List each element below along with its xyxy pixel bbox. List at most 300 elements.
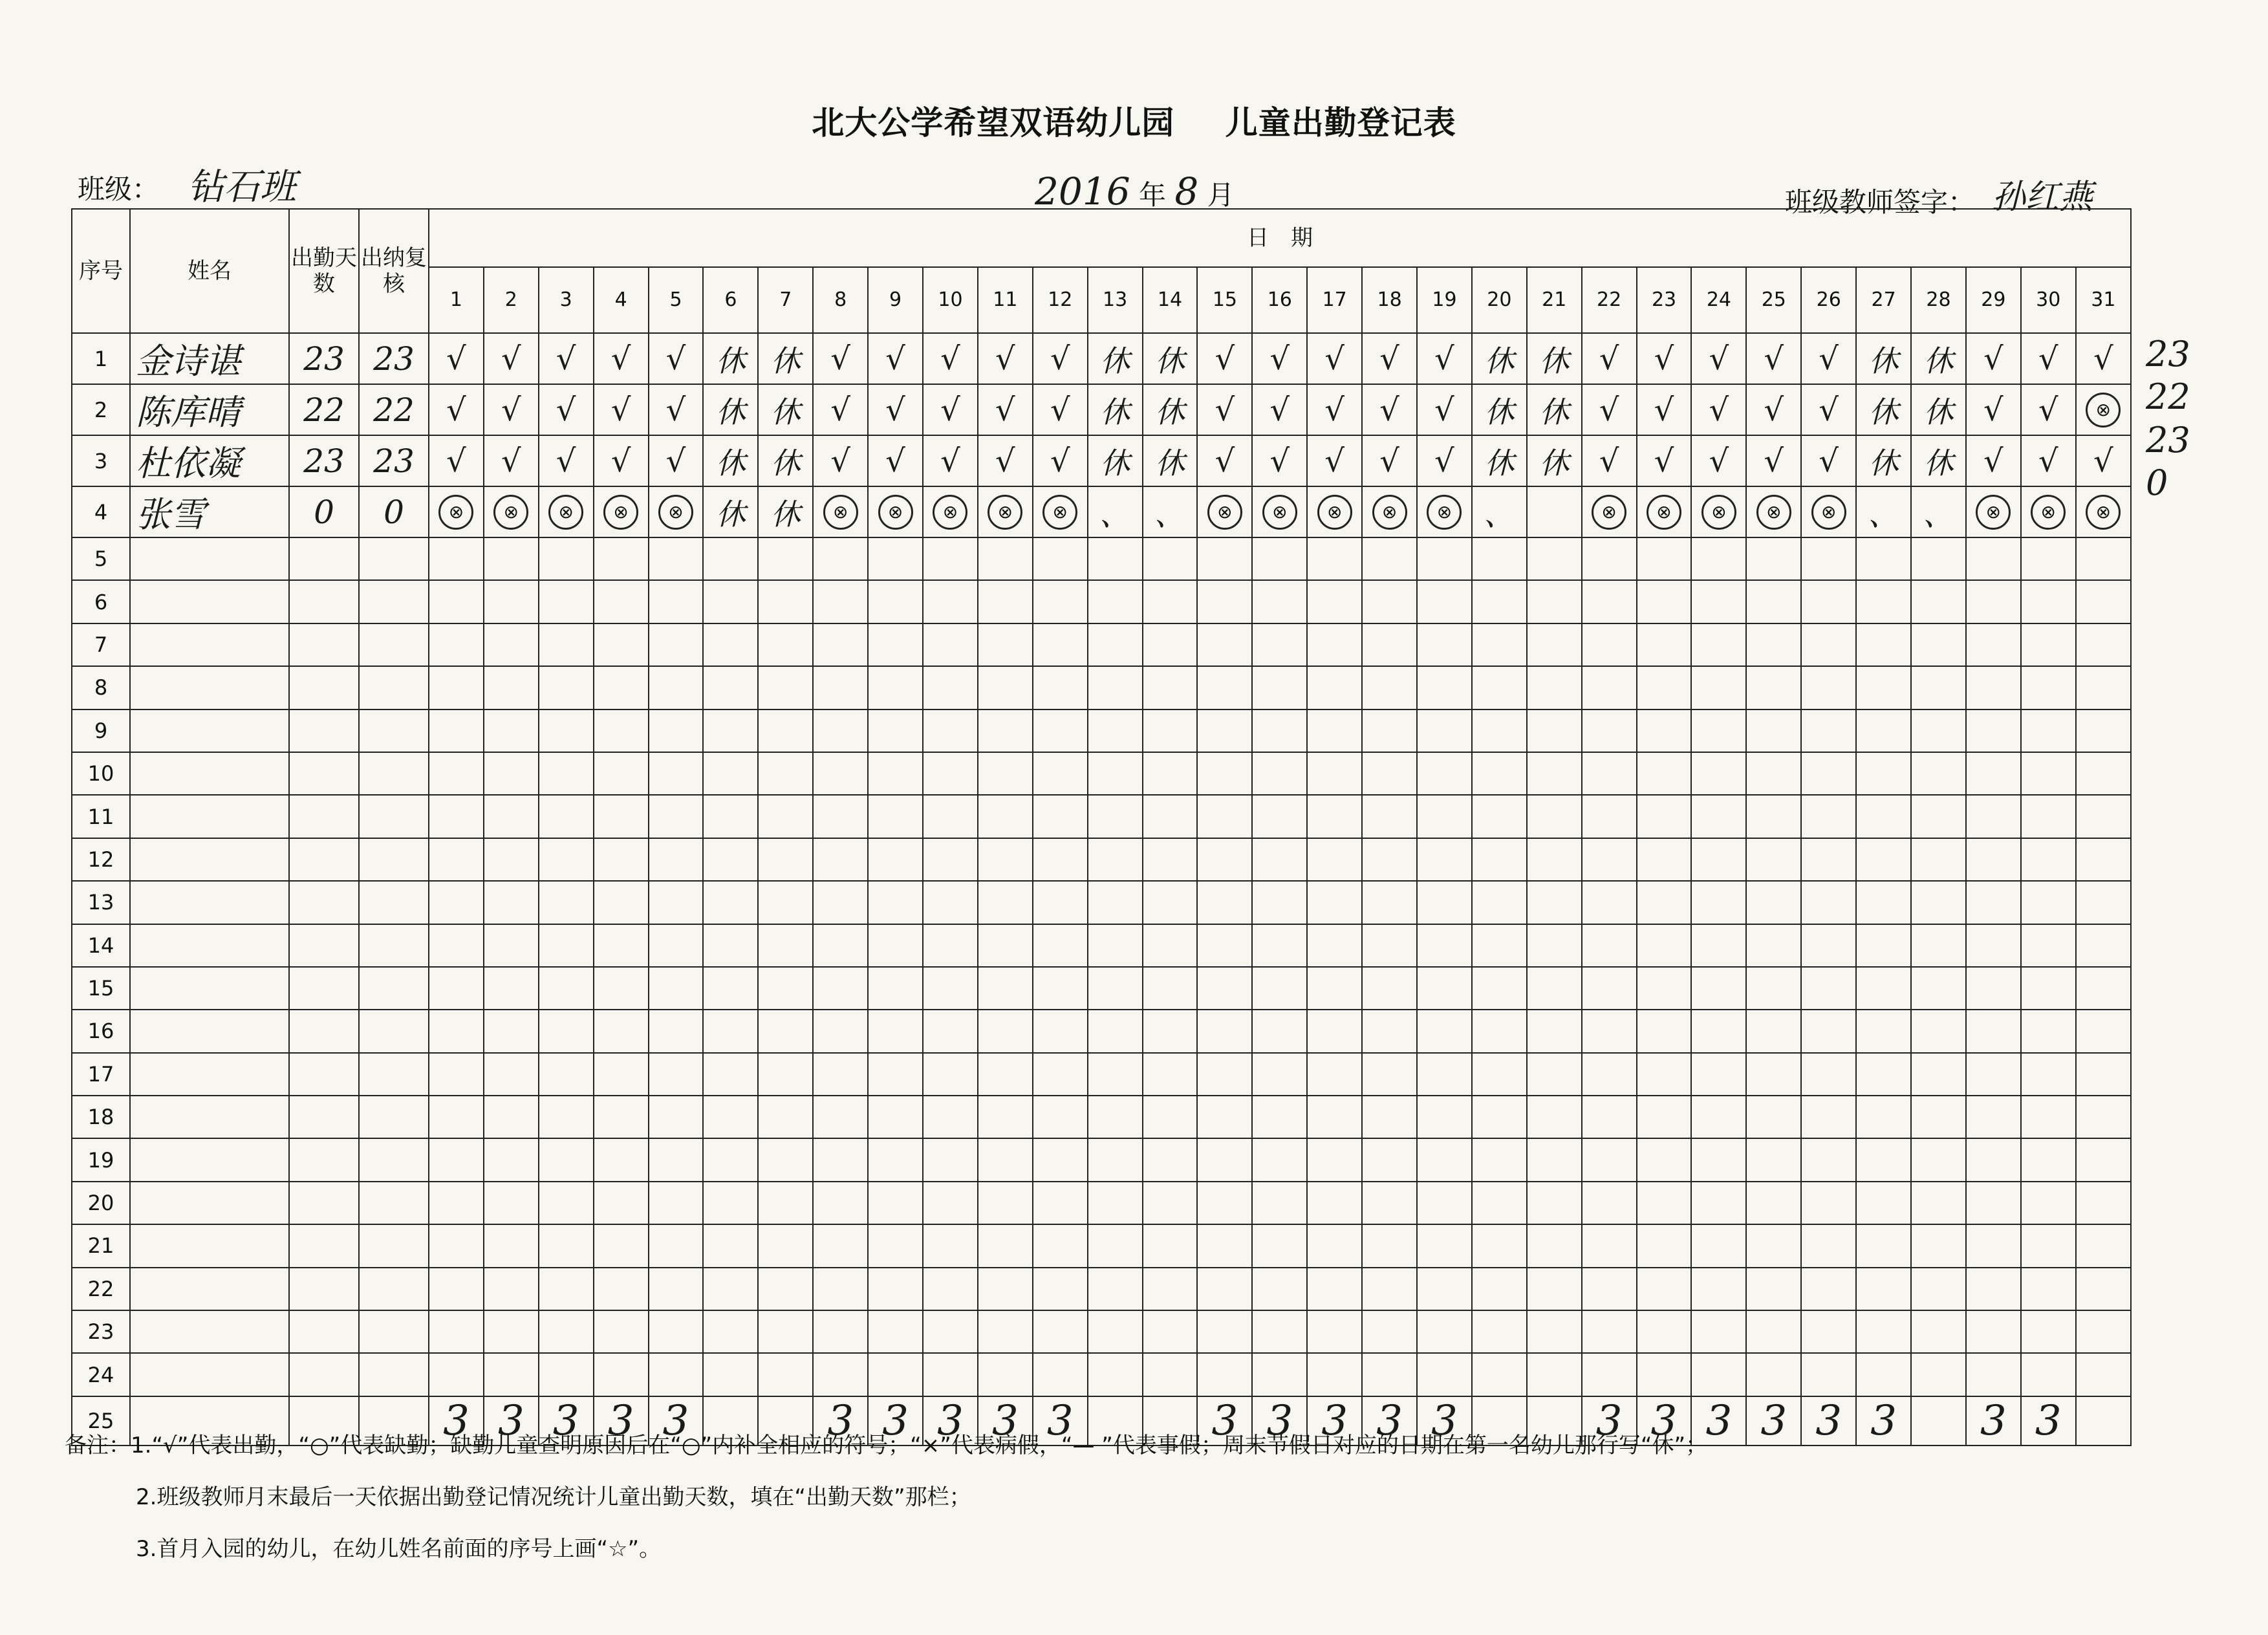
day-cell [923, 1224, 978, 1267]
cashier-check-cell [359, 752, 429, 795]
day-cell [1417, 1096, 1472, 1138]
day-cell [1801, 1138, 1856, 1181]
day-cell [594, 333, 649, 384]
attend-days-cell [289, 1224, 359, 1267]
attend-days-cell [289, 580, 359, 623]
day-cell [1637, 967, 1692, 1010]
date-line [1035, 169, 1235, 213]
day-cell [1801, 967, 1856, 1010]
mark: 3 [1760, 1396, 1787, 1445]
mark: 3 [662, 1396, 689, 1445]
day-cell [1472, 709, 1527, 752]
day-cell [1472, 1353, 1527, 1396]
day-cell [2021, 1138, 2076, 1181]
day-cell [1472, 333, 1527, 384]
school-name: 北大公学希望双语幼儿园 [812, 104, 1175, 142]
day-cell [1362, 795, 1417, 838]
day-cell [2076, 1353, 2131, 1396]
name-cell: 张雪 [130, 486, 289, 537]
rest-mark: 休 [1868, 343, 1899, 378]
day-cell [2076, 709, 2131, 752]
day-cell [1582, 1268, 1637, 1310]
day-cell [484, 384, 539, 435]
day-cell [1637, 384, 1692, 435]
day-cell [923, 1182, 978, 1224]
day-cell [1582, 666, 1637, 709]
day-cell [539, 967, 594, 1010]
day-cell [1911, 967, 1966, 1010]
day-cell [539, 1353, 594, 1396]
day-cell [1307, 1268, 1362, 1310]
day-cell [1856, 435, 1911, 486]
day-cell [1197, 486, 1252, 537]
day-cell [484, 795, 539, 838]
day-cell [1362, 881, 1417, 924]
name-cell [130, 1268, 289, 1310]
day-cell [978, 1053, 1033, 1096]
day-cell [1746, 486, 1801, 537]
day-cell [1801, 623, 1856, 666]
day-cell [1911, 384, 1966, 435]
day-header: 20 [1472, 267, 1527, 333]
day-cell [1033, 1268, 1088, 1310]
day-cell [1417, 435, 1472, 486]
day-cell [1527, 1353, 1582, 1396]
day-cell [429, 967, 484, 1010]
day-cell [1746, 384, 1801, 435]
table-row [72, 924, 2131, 967]
day-cell [649, 795, 704, 838]
day-cell [923, 623, 978, 666]
day-cell [1033, 1224, 1088, 1267]
day-cell [1856, 623, 1911, 666]
day-cell [1143, 580, 1198, 623]
day-cell [484, 1010, 539, 1052]
present-mark: √ [1654, 442, 1674, 479]
day-cell [1746, 435, 1801, 486]
day-header: 1 [429, 267, 484, 333]
day-cell [923, 838, 978, 881]
rest-mark: 休 [1923, 394, 1954, 429]
day-cell [1088, 1010, 1143, 1052]
attend-days-cell [289, 537, 359, 580]
day-cell [923, 795, 978, 838]
day-cell [1472, 1138, 1527, 1181]
day-cell [1911, 1268, 1966, 1310]
note-2: 2.班级教师月末最后一天依据出勤登记情况统计儿童出勤天数，填在“出勤天数”那栏； [136, 1484, 971, 1510]
day-cell [1362, 924, 1417, 967]
present-mark: √ [1819, 391, 1839, 428]
name-cell [130, 1182, 289, 1224]
day-cell [649, 1182, 704, 1224]
day-cell [923, 1353, 978, 1396]
day-cell [484, 1224, 539, 1267]
day-cell [429, 623, 484, 666]
absent-mark: ⊗ [1976, 495, 2011, 530]
day-cell [1307, 967, 1362, 1010]
day-cell [813, 1310, 868, 1353]
day-cell [1197, 1053, 1252, 1096]
table-row [72, 881, 2131, 924]
day-cell [539, 1010, 594, 1052]
seq-cell: 5 [72, 537, 130, 580]
day-cell [703, 1182, 758, 1224]
day-cell [1966, 924, 2021, 967]
day-cell [2076, 924, 2131, 967]
day-cell [813, 333, 868, 384]
day-cell [1143, 537, 1198, 580]
day-cell [923, 1010, 978, 1052]
day-cell [868, 486, 923, 537]
day-cell [1307, 1310, 1362, 1353]
day-cell [978, 1096, 1033, 1138]
day-cell [1197, 752, 1252, 795]
day-cell [758, 881, 813, 924]
day-cell [1252, 384, 1307, 435]
day-cell [484, 1182, 539, 1224]
present-mark: √ [556, 340, 576, 377]
seq-cell: 9 [72, 709, 130, 752]
day-cell [1801, 1010, 1856, 1052]
day-cell [1582, 709, 1637, 752]
present-mark: √ [830, 391, 850, 428]
day-cell [1252, 666, 1307, 709]
day-cell [1362, 1310, 1417, 1353]
mark: 3 [497, 1396, 524, 1445]
month-value: 8 [1174, 169, 1199, 213]
day-cell [1362, 333, 1417, 384]
day-cell [1143, 924, 1198, 967]
day-cell [1911, 881, 1966, 924]
day-cell [2076, 967, 2131, 1010]
day-cell [1417, 666, 1472, 709]
day-cell [1856, 580, 1911, 623]
day-cell [1472, 795, 1527, 838]
seq-cell: 25 [72, 1396, 130, 1446]
seq-cell: 19 [72, 1138, 130, 1181]
present-mark: √ [1983, 442, 2003, 479]
day-cell [1746, 967, 1801, 1010]
day-cell [2021, 666, 2076, 709]
day-cell [1362, 1224, 1417, 1267]
day-cell [1801, 795, 1856, 838]
class-label: 班级： [78, 173, 160, 205]
day-cell [429, 435, 484, 486]
present-mark: √ [1709, 340, 1729, 377]
day-cell [1966, 1182, 2021, 1224]
day-cell [649, 1310, 704, 1353]
day-cell [978, 838, 1033, 881]
present-mark: √ [1709, 391, 1729, 428]
name-cell [130, 967, 289, 1010]
day-header: 4 [594, 267, 649, 333]
rest-mark: 休 [1100, 343, 1130, 378]
day-cell [1307, 838, 1362, 881]
day-cell [703, 881, 758, 924]
day-cell [1637, 838, 1692, 881]
day-cell [1417, 537, 1472, 580]
day-cell [813, 1138, 868, 1181]
day-cell [1197, 924, 1252, 967]
table-row [72, 1224, 2131, 1267]
present-mark: √ [1654, 340, 1674, 377]
day-cell [1691, 384, 1746, 435]
day-cell [1691, 881, 1746, 924]
day-cell [2021, 623, 2076, 666]
day-cell [594, 924, 649, 967]
day-cell [2076, 1096, 2131, 1138]
day-cell [1307, 333, 1362, 384]
day-cell [1966, 1138, 2021, 1181]
day-cell [923, 666, 978, 709]
present-mark: √ [1599, 391, 1619, 428]
cashier-check-cell [359, 1096, 429, 1138]
day-cell [1527, 435, 1582, 486]
day-cell [1033, 623, 1088, 666]
day-cell [1966, 1224, 2021, 1267]
day-cell [758, 1310, 813, 1353]
row-total: 0 [2146, 462, 2168, 504]
rest-mark: 休 [1155, 343, 1185, 378]
day-cell [1307, 666, 1362, 709]
day-cell [1856, 924, 1911, 967]
rest-mark: 休 [1923, 343, 1954, 378]
day-cell [1856, 1224, 1911, 1267]
day-cell [813, 1096, 868, 1138]
rest-mark: 休 [715, 445, 746, 481]
day-header: 24 [1691, 267, 1746, 333]
attend-days-cell [289, 838, 359, 881]
day-cell [1088, 795, 1143, 838]
day-cell [1252, 333, 1307, 384]
day-cell [1637, 1353, 1692, 1396]
seq-cell: 11 [72, 795, 130, 838]
name-cell [130, 1010, 289, 1052]
day-cell [1088, 1182, 1143, 1224]
day-cell [1637, 1138, 1692, 1181]
name-cell [130, 1224, 289, 1267]
present-mark: √ [446, 391, 466, 428]
year-unit: 年 [1138, 179, 1166, 211]
cashier-check-cell [359, 881, 429, 924]
rest-mark: 休 [1100, 394, 1130, 429]
day-cell [1417, 1182, 1472, 1224]
day-cell [1033, 1310, 1088, 1353]
name-cell [130, 1353, 289, 1396]
mark: 、 [1484, 497, 1515, 533]
present-mark: √ [885, 442, 905, 479]
day-cell [1801, 666, 1856, 709]
day-cell [1197, 666, 1252, 709]
day-cell [2076, 1138, 2131, 1181]
day-header: 27 [1856, 267, 1911, 333]
seq-cell: 10 [72, 752, 130, 795]
mark: 3 [1980, 1396, 2007, 1445]
day-cell [1966, 435, 2021, 486]
day-cell [1143, 881, 1198, 924]
day-cell [1362, 1353, 1417, 1396]
day-cell [1252, 1182, 1307, 1224]
day-cell [978, 967, 1033, 1010]
day-cell [1033, 881, 1088, 924]
mark: 3 [443, 1396, 470, 1445]
day-cell [868, 1096, 923, 1138]
day-cell [1307, 1224, 1362, 1267]
day-cell [1911, 838, 1966, 881]
day-cell [1911, 1353, 1966, 1396]
day-cell [1252, 795, 1307, 838]
attend-days-cell [289, 666, 359, 709]
mark: 3 [882, 1396, 909, 1445]
rest-mark: 休 [1100, 445, 1130, 481]
day-cell [1801, 333, 1856, 384]
mark: 3 [1815, 1396, 1842, 1445]
mark: 3 [1376, 1396, 1403, 1445]
cashier-check-cell [359, 838, 429, 881]
name-cell [130, 1310, 289, 1353]
day-cell [1911, 580, 1966, 623]
day-cell [1472, 1310, 1527, 1353]
day-cell [1088, 623, 1143, 666]
absent-mark: ⊗ [548, 495, 583, 530]
seq-cell: 22 [72, 1268, 130, 1310]
day-cell [1527, 537, 1582, 580]
day-cell [1197, 1096, 1252, 1138]
present-mark: √ [1269, 442, 1290, 479]
attend-days-cell [289, 709, 359, 752]
day-cell [594, 709, 649, 752]
day-cell [1143, 1224, 1198, 1267]
day-cell [758, 1268, 813, 1310]
rest-mark: 休 [1868, 394, 1899, 429]
table-row [72, 1010, 2131, 1052]
present-mark: √ [1269, 340, 1290, 377]
header-seq: 序号 [72, 209, 130, 333]
present-mark: √ [501, 442, 521, 479]
day-cell [1746, 1224, 1801, 1267]
mark: 3 [607, 1396, 634, 1445]
day-cell [1966, 838, 2021, 881]
row-total: 23 [2146, 334, 2190, 374]
day-cell [1252, 1353, 1307, 1396]
day-header: 8 [813, 267, 868, 333]
present-mark: √ [556, 442, 576, 479]
day-cell [1417, 795, 1472, 838]
day-header: 3 [539, 267, 594, 333]
day-cell [1417, 580, 1472, 623]
absent-mark: ⊗ [1207, 495, 1242, 530]
day-cell [1801, 580, 1856, 623]
day-cell [594, 486, 649, 537]
day-header: 15 [1197, 267, 1252, 333]
day-cell [978, 1310, 1033, 1353]
rest-mark: 休 [770, 445, 801, 481]
present-mark: √ [2038, 391, 2058, 428]
day-cell [758, 752, 813, 795]
mark: 3 [1211, 1396, 1238, 1445]
day-cell [758, 1138, 813, 1181]
day-cell [1691, 752, 1746, 795]
day-cell [1691, 623, 1746, 666]
day-cell [429, 1310, 484, 1353]
day-header: 21 [1527, 267, 1582, 333]
absent-mark: ⊗ [1811, 495, 1846, 530]
present-mark: √ [2093, 340, 2113, 377]
day-cell [813, 486, 868, 537]
day-cell [2076, 537, 2131, 580]
day-cell [868, 881, 923, 924]
day-cell [1472, 1268, 1527, 1310]
day-cell [594, 666, 649, 709]
day-cell [923, 881, 978, 924]
day-cell [1527, 795, 1582, 838]
notes-label: 备注： [65, 1433, 131, 1458]
day-cell [1033, 1182, 1088, 1224]
day-cell [1143, 1268, 1198, 1310]
day-cell [2076, 795, 2131, 838]
day-cell [1966, 580, 2021, 623]
day-cell [1362, 1268, 1417, 1310]
rest-mark: 休 [1539, 445, 1570, 481]
day-cell [1911, 1182, 1966, 1224]
day-cell [923, 1268, 978, 1310]
day-cell [594, 1310, 649, 1353]
day-cell [1691, 838, 1746, 881]
day-cell [868, 1182, 923, 1224]
absent-mark: ⊗ [933, 495, 967, 530]
day-cell [1307, 1096, 1362, 1138]
day-cell [539, 333, 594, 384]
attendance-body [72, 333, 2131, 1446]
day-cell [813, 795, 868, 838]
day-cell [2076, 1310, 2131, 1353]
day-cell [1966, 1353, 2021, 1396]
day-cell [594, 435, 649, 486]
day-cell [1637, 537, 1692, 580]
day-header: 14 [1143, 267, 1198, 333]
seq-cell: 18 [72, 1096, 130, 1138]
day-cell [1417, 1268, 1472, 1310]
day-cell [1801, 384, 1856, 435]
day-cell [594, 1053, 649, 1096]
day-cell [484, 1096, 539, 1138]
day-cell [2076, 435, 2131, 486]
day-cell [868, 333, 923, 384]
day-cell [703, 752, 758, 795]
teacher-sign-label: 班级教师签字： [1785, 186, 1976, 218]
day-cell [594, 1096, 649, 1138]
day-cell [703, 1053, 758, 1096]
absent-mark: ⊗ [1592, 495, 1626, 530]
day-cell [2021, 580, 2076, 623]
day-header: 25 [1746, 267, 1801, 333]
day-header: 29 [1966, 267, 2021, 333]
cashier-check-cell: 23 [359, 333, 429, 384]
day-cell [1143, 384, 1198, 435]
day-cell [1746, 1310, 1801, 1353]
day-cell [484, 752, 539, 795]
absent-mark: ⊗ [988, 495, 1022, 530]
day-cell [484, 1310, 539, 1353]
cashier-check-cell [359, 924, 429, 967]
seq-cell: 1 [72, 333, 130, 384]
day-cell [1801, 752, 1856, 795]
present-mark: √ [1599, 442, 1619, 479]
day-cell [429, 838, 484, 881]
day-cell [2021, 486, 2076, 537]
mark: 3 [1431, 1396, 1458, 1445]
day-cell [978, 1010, 1033, 1052]
